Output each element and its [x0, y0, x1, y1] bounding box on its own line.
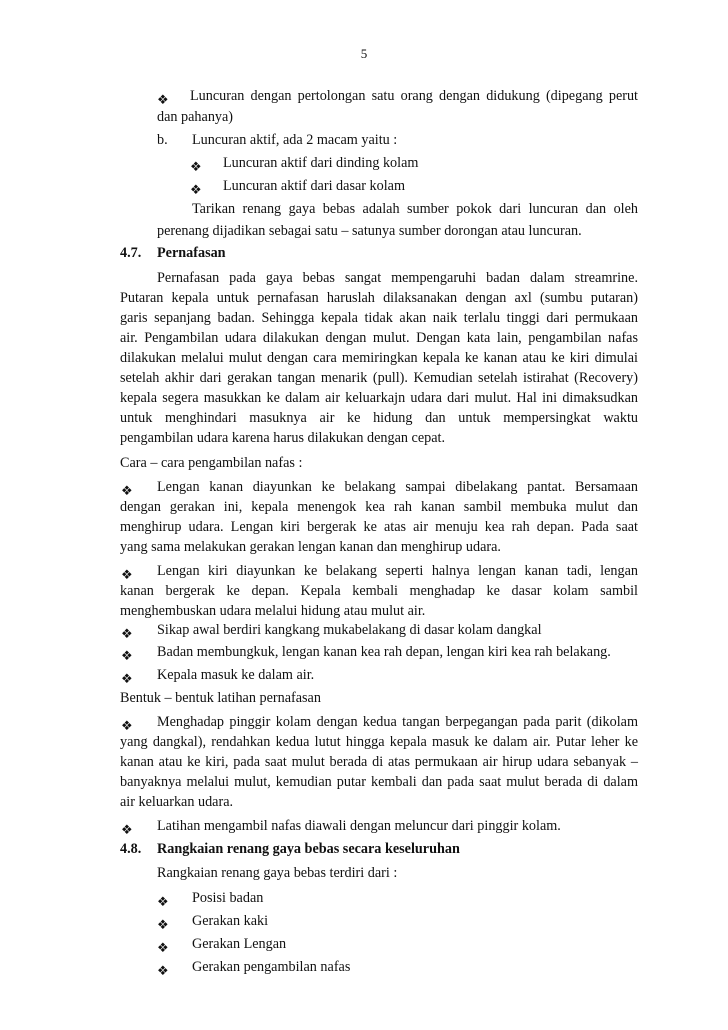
paragraph-line: banyaknya melalui mulut, kemudian putar kembali dan pada saat mulut berada di dalam — [120, 774, 638, 790]
luncuran-item-line: Luncuran dengan pertolongan satu orang dengan didukung (dipegang perut — [190, 88, 638, 104]
paragraph-line: yang dangkal), rendahkan kedua lutut hingga kepala masuk ke dalam air. Putar leher ke — [120, 734, 638, 750]
diamond-bullet-icon: ❖ — [190, 159, 202, 174]
paragraph-line: menghembuskan udara melalui hidung atau mulut air. — [120, 603, 426, 619]
step-item: Badan membungkuk, lengan kanan kea rah depan, lengan kiri kea rah belakang. — [157, 644, 611, 660]
paragraph-line: Lengan kiri diayunkan ke belakang seperti halnya lengan kanan tadi, lengan — [157, 563, 638, 579]
paragraph-line: yang sama melakukan gerakan lengan kanan dan menghirup udara. — [120, 539, 501, 555]
step-item: Kepala masuk ke dalam air. — [157, 667, 315, 683]
diamond-bullet-icon: ❖ — [157, 92, 169, 107]
diamond-bullet-icon: ❖ — [157, 963, 169, 978]
diamond-bullet-icon: ❖ — [157, 940, 169, 955]
diamond-bullet-icon: ❖ — [157, 894, 169, 909]
paragraph-line: air keluarkan udara. — [120, 794, 234, 810]
step-item: Sikap awal berdiri kangkang mukabelakang di dasar kolam dangkal — [157, 622, 542, 638]
section-number: 4.8. — [120, 841, 142, 857]
diamond-bullet-icon: ❖ — [121, 626, 133, 641]
section-number: 4.7. — [120, 245, 142, 261]
diamond-bullet-icon: ❖ — [121, 718, 133, 733]
paragraph-line: kanan bergerak ke depan. Kepala kembali menghadap ke dasar kolam sambil — [120, 583, 638, 599]
paragraph-line: Lengan kanan diayunkan ke belakang sampai dibelakang pantat. Bersamaan — [157, 479, 638, 495]
paragraph-line: untuk menghindari masuknya air ke hidung dan untuk mempersingkat waktu — [120, 410, 638, 426]
list-item: Gerakan pengambilan nafas — [192, 959, 351, 975]
diamond-bullet-icon: ❖ — [121, 671, 133, 686]
paragraph-line: kepala segera masukkan ke dalam air keluarkajn udara dari mulut. Hal ini dimaksudkan — [120, 390, 638, 406]
list-item: Gerakan kaki — [192, 913, 269, 929]
paragraph-line: Tarikan renang gaya bebas adalah sumber pokok dari luncuran dan oleh — [192, 201, 638, 217]
diamond-bullet-icon: ❖ — [121, 483, 133, 498]
paragraph-line: kanan atau ke kiri, pada saat mulut berada di atas permukaan air hirup udara sebanyak – — [120, 754, 638, 770]
paragraph-line: setelah akhir dari gerakan tangan menarik (pull). Kemudian setelah istirahat (Recovery) — [120, 370, 638, 386]
paragraph-line: dilakukan melalui mulut dengan cara memiringkan kepala ke kanan atau ke kiri dimulai — [120, 350, 638, 366]
diamond-bullet-icon: ❖ — [190, 182, 202, 197]
cara-heading: Cara – cara pengambilan nafas : — [120, 455, 303, 471]
diamond-bullet-icon: ❖ — [121, 567, 133, 582]
paragraph-line: pengambilan udara karena harus dilakukan dengan cepat. — [120, 430, 445, 446]
paragraph-line: perenang dijadikan sebagai satu – satunya sumber dorongan atau luncuran. — [157, 223, 582, 239]
paragraph-line: menghirup udara. Lengan kiri bergerak ke atas air menuju kea rah depan. Pada saat — [120, 519, 638, 535]
page-number: 5 — [360, 46, 368, 61]
step-item: Latihan mengambil nafas diawali dengan meluncur dari pinggir kolam. — [157, 818, 561, 834]
bentuk-heading: Bentuk – bentuk latihan pernafasan — [120, 690, 321, 706]
paragraph-line: Menghadap pinggir kolam dengan kedua tangan berpegangan pada parit (dikolam — [157, 714, 638, 730]
paragraph-line: garis sepanjang badan. Sehingga kepala tidak akan naik terlalu tinggi dari permukaan — [120, 310, 638, 326]
diamond-bullet-icon: ❖ — [121, 648, 133, 663]
diamond-bullet-icon: ❖ — [121, 822, 133, 837]
sub-item: Luncuran aktif dari dasar kolam — [223, 178, 405, 194]
list-item-b: Luncuran aktif, ada 2 macam yaitu : — [192, 132, 398, 148]
rangkaian-intro: Rangkaian renang gaya bebas terdiri dari : — [157, 865, 398, 881]
list-item: Gerakan Lengan — [192, 936, 287, 952]
paragraph-line: dengan gerakan ini, kepala menengok kea rah kanan sambil membuka mulut dan — [120, 499, 638, 515]
paragraph-line: Putaran kepala untuk pernafasan haruslah dilaksanakan dengan axl (sumbu putaran) — [120, 290, 638, 306]
paragraph-line: Pernafasan pada gaya bebas sangat mempengaruhi badan dalam streamrine. — [157, 270, 638, 286]
section-title: Pernafasan — [157, 245, 226, 261]
sub-item: Luncuran aktif dari dinding kolam — [223, 155, 419, 171]
diamond-bullet-icon: ❖ — [157, 917, 169, 932]
luncuran-item-line: dan pahanya) — [157, 109, 234, 125]
section-title: Rangkaian renang gaya bebas secara keseluruhan — [157, 841, 460, 857]
list-label-b: b. — [157, 132, 168, 148]
list-item: Posisi badan — [192, 890, 264, 906]
paragraph-line: air. Pengambilan udara dilakukan dengan mulut. Dengan kata lain, pengambilan nafas — [120, 330, 638, 346]
